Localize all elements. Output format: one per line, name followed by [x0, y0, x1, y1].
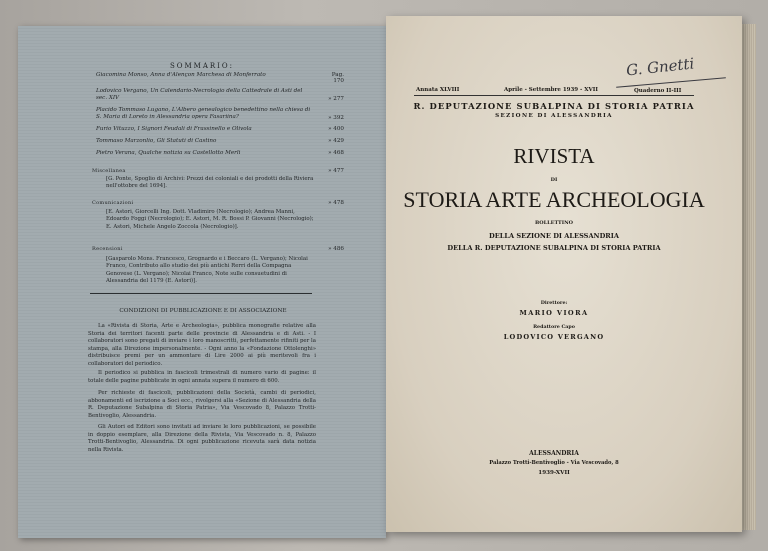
section-label: Recensioni: [92, 246, 123, 252]
toc-page: » 392: [328, 115, 344, 121]
title-main: STORIA ARTE ARCHEOLOGIA: [403, 187, 705, 212]
toc-entry: Furio Vituzzo, I Signori Feudali di Frassinello e Olivola: [96, 126, 252, 132]
year: 1939-XVII: [538, 470, 570, 476]
toc-page: » 277: [328, 96, 344, 102]
toc-page: » 429: [328, 138, 344, 144]
editor-name: LODOVICO VERGANO: [503, 333, 605, 341]
page-edges: [742, 24, 756, 530]
sommario-title: SOMMARIO:: [169, 62, 235, 70]
editor-label: Redattore Capo: [533, 324, 575, 330]
divider: [90, 293, 312, 294]
handwritten-signature: G. Gnetti: [625, 54, 696, 80]
paragraph: Il periodico si pubblica in fascicoli trimestrali di numero vario di pagine: il totale delle pagine pubblicate in ogni annata supera il numero di 600.: [88, 370, 316, 384]
paragraph: Gli Autori ed Editori sono invitati ad inviare le loro pubblicazioni, se possibile in doppio esemplare, alla Direzione della Rivista, Via Vescovado n. 8, Palazzo Trotti-Bentivoglio, Alessandria. Di ogni pubblicazione ricevuta sarà data notizia nella Rivista.: [88, 424, 316, 453]
toc-entry: Placido Tommaso Lugano, L'Albero genealogico benedettino nella chiesa di S. Maria di Loreto in Alessandria opera Fasariina?: [96, 107, 311, 121]
paragraph: Per richieste di fascicoli, pubblicazioni della Società, cambi di periodici, abbonamenti ed iscrizione a Soci ecc., rivolgersi alla «Sezione di Alessandria della R. Deputazione Subalpina di Storia Patria», Via Vescovado 8, Palazzo Trotti-Bentivoglio, Alessandria.: [88, 390, 316, 419]
section: SEZIONE DI ALESSANDRIA: [495, 113, 613, 119]
annata: Annata XLVIII: [416, 87, 460, 93]
director-label: Direttore:: [540, 300, 568, 306]
section-label: Miscellanea: [92, 168, 126, 174]
toc-page: » 400: [328, 126, 344, 132]
right-page-front-cover: [386, 16, 742, 532]
address: Palazzo Trotti-Bentivoglio - Via Vescovado, 8: [489, 460, 619, 466]
toc-entry: Lodovico Vergano, Un Calendario-Necrologio della Cattedrale di Asti del sec. XIV: [96, 88, 303, 102]
conditions-title: CONDIZIONI DI PUBBLICAZIONE E DI ASSOCIAZIONE: [119, 308, 287, 314]
left-page-back-cover: [18, 26, 386, 538]
toc-entry: Pietro Verana, Qualche notizia su Castellotto Merli: [96, 150, 241, 156]
period: Aprile - Settembre 1939 - XVII: [504, 87, 598, 93]
bollettino: BOLLETTINO: [534, 220, 574, 226]
director-name: MARIO VIORA: [519, 309, 589, 317]
section-label: Comunicazioni: [92, 200, 134, 206]
subtitle-1: DELLA SEZIONE DI ALESSANDRIA: [488, 232, 619, 240]
city: ALESSANDRIA: [529, 450, 579, 457]
toc-entry: Giacomina Monso, Anna d'Alençon Marchesa di Monferrato: [96, 72, 266, 78]
paragraph: La «Rivista di Storia, Arte e Archeologia», pubblica monografie relative alla Storia dei territori facenti parte delle provincie di Alessandria e di Asti. - I collaboratori sono pregati di inviare i loro manoscritti, perfettamente rifiniti per la stampa, alla Direzione impersonalmente. - Ogni anno la «Fondazione Ottolenghi» distribuisce premi per un ammontare di Lire 2000 ai più meritevoli fra i collaboratori del periodico.: [88, 323, 316, 367]
title-di: DI: [550, 177, 558, 183]
section-note: [G. Ponte, Spoglio di Archivi: Prezzi dei coloniali e dei prodotti della Riviera nell'ottobre del 1694].: [106, 176, 314, 190]
subtitle-2: DELLA R. DEPUTAZIONE SUBALPINA DI STORIA PATRIA: [447, 244, 661, 252]
quaderno: Quaderno II-III: [634, 88, 682, 94]
toc-page: » 468: [328, 150, 344, 156]
section-page: » 478: [328, 200, 344, 206]
section-page: » 477: [328, 168, 344, 174]
title-rivista: RIVISTA: [513, 144, 595, 168]
header-rule: [414, 95, 694, 96]
toc-entry: Tommaso Marzonlio, Gli Statuti di Castino: [96, 138, 217, 144]
society: R. DEPUTAZIONE SUBALPINA DI STORIA PATRIA: [413, 101, 695, 111]
section-note: [E. Astori, Giorcelli Ing. Dott. Vladimiro (Necrologio); Andrea Manni, Edoardo Foggi (Necrologio); E. Astori, M. R. Bossi P. Giovanni (Necrologio); E. Astori, Michele Angelo Zoccola (Necrologio)].: [106, 209, 314, 230]
section-note: [Gasparolo Mons. Francesco, Grognardo e i Beccaro (L. Vergano); Nicolai Franco, Contributo allo studio dei più antichi Rerri della Compagna Genovese (L. Vergano); Nicolai Franco, Note sulle consuetudini di Alessandria del 1179 (E. Astori)].: [106, 256, 308, 285]
section-page: » 486: [328, 246, 344, 252]
toc-page: Pag. 170: [331, 72, 344, 84]
